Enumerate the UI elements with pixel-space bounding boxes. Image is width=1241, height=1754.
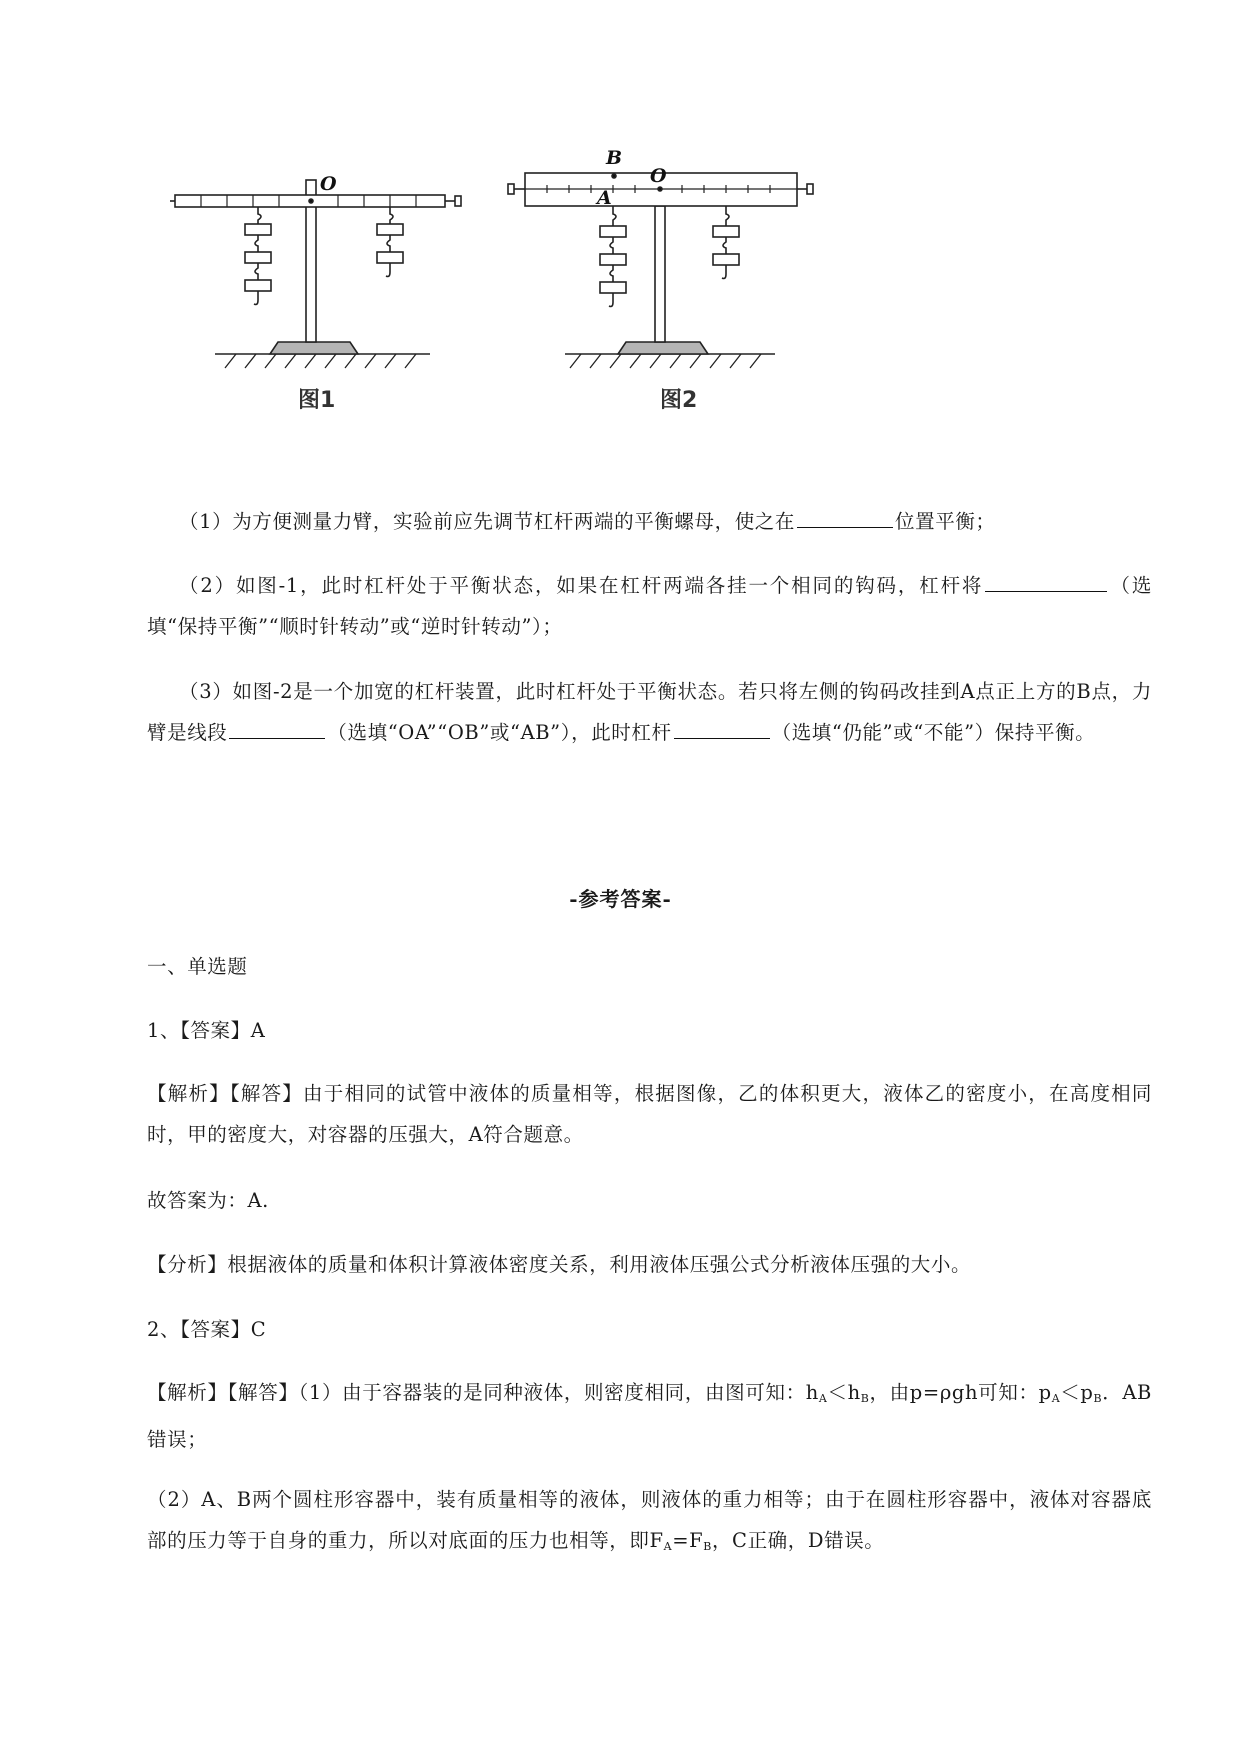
a2-p1-text-d: ＜p [1060,1381,1094,1404]
answer-1-note: 【分析】根据液体的质量和体积计算液体密度关系，利用液体压强公式分析液体压强的大小。 [147,1253,972,1276]
a2-p2-text-b: =F [672,1529,704,1552]
lever-diagram [170,140,930,470]
a2-p1-text-c: ，由p=ρgh可知：p [869,1381,1052,1404]
question-1 [147,501,1152,542]
answer-2-analysis-1 [147,1372,1152,1460]
a2-p2-sub-2: B [703,1540,712,1553]
question-2-text-a: （2）如图-1，此时杠杆处于平衡状态，如果在杠杆两端各挂一个相同的钩码，杠杆将 [179,574,984,597]
a2-p1-text-e: ．AB错误； [147,1381,1152,1451]
a2-p1-text-a: 【解析】【解答】（1）由于容器装的是同种液体，则密度相同，由图可知：h [147,1381,819,1404]
answer-2-analysis-2 [147,1479,1152,1567]
figure-1-caption: 图1 [298,388,336,413]
question-1-text-a: （1）为方便测量力臂，实验前应先调节杠杆两端的平衡螺母，使之在 [179,510,796,533]
answer-section-title: -参考答案- [569,887,672,911]
fig1-point-o: O [320,173,337,195]
question-2-text-b: （选填“保持平衡”“顺时针转动”或“逆时针转动”）； [147,574,1152,638]
a2-p2-text-c: ，C正确，D错误。 [711,1529,885,1552]
question-1-text-b: 位置平衡； [895,510,996,533]
a2-p1-text-b: ＜h [827,1381,861,1404]
answer-1-conclusion: 故答案为：A. [147,1189,269,1212]
a2-p1-sub-3: A [1051,1392,1061,1405]
figure-2-lever [508,173,813,368]
question-3-text-b: （选填“OA”“OB”或“AB”），此时杠杆 [327,721,672,744]
a2-p1-sub-1: A [818,1392,828,1405]
answer-section-heading: 一、单选题 [147,955,248,978]
question-2 [147,565,1152,647]
figure-1-lever [170,180,461,368]
question-3-text-c: （选填“仍能”或“不能”）保持平衡。 [771,721,1096,744]
answer-1-analysis: 【解析】【解答】由于相同的试管中液体的质量相等，根据图像，乙的体积更大，液体乙的密度小，在高度相同时，甲的密度大，对容器的压强大，A符合题意。 [147,1082,1152,1146]
fig2-point-o: O [650,165,667,187]
fig2-point-b: B [606,147,623,169]
fig2-point-a: A [597,187,612,209]
a2-p1-sub-4: B [1093,1392,1103,1405]
answer-1-head: 1、【答案】A [147,1019,266,1042]
lever-figures [170,140,930,470]
answer-blank-2 [985,567,1107,592]
answer-blank-1 [797,503,893,528]
a2-p2-text-a: （2）A、B两个圆柱形容器中，装有质量相等的液体，则液体的重力相等；由于在圆柱形容器中，液体对容器底部的压力等于自身的重力，所以对底面的压力也相等，即F [147,1488,1152,1552]
answer-blank-3 [229,714,325,739]
figure-2-caption: 图2 [660,388,698,413]
question-3 [147,671,1152,753]
answer-blank-4 [674,714,770,739]
a2-p2-sub-1: A [663,1540,673,1553]
a2-p1-sub-2: B [860,1392,870,1405]
answer-2-head: 2、【答案】C [147,1318,267,1341]
question-3-text-a: （3）如图-2是一个加宽的杠杆装置，此时杠杆处于平衡状态。若只将左侧的钩码改挂到A点正上方的B点，力臂是线段 [147,680,1152,744]
